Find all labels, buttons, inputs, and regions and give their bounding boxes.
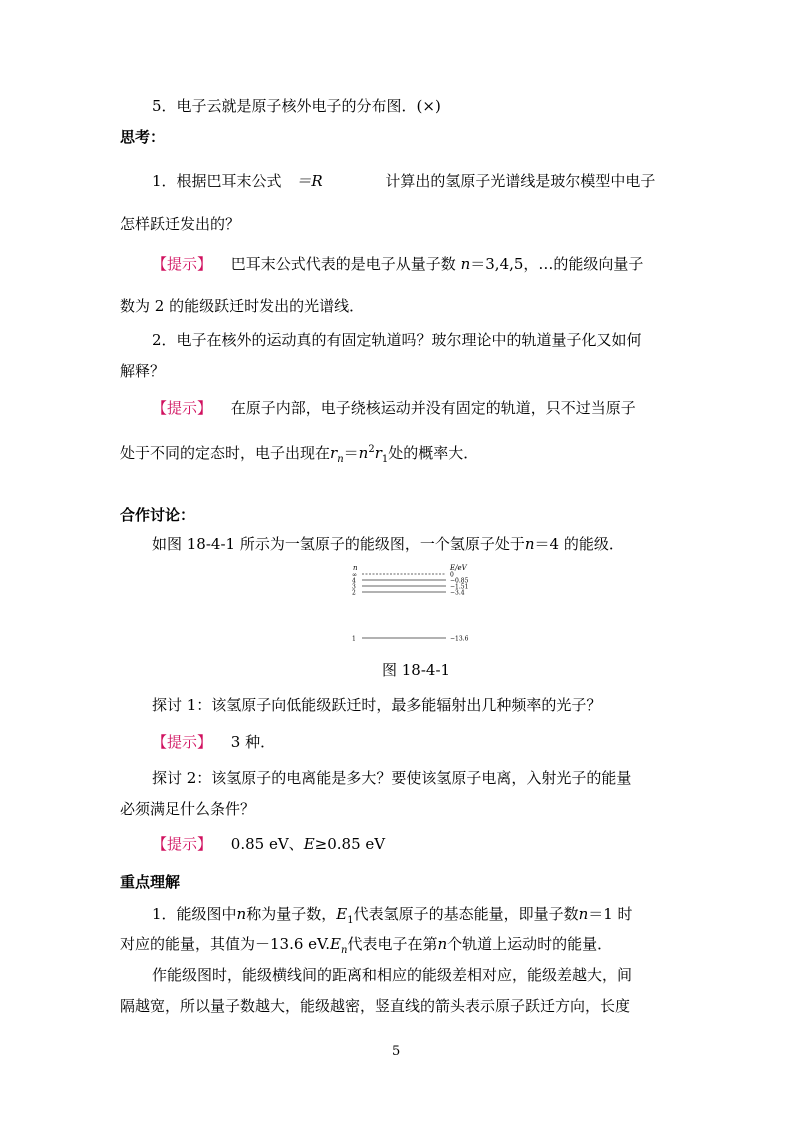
key-point-line-2: 对应的能量，其值为－13.6 $eV.E_n$代表电子在第n个轨道上运动时的能量． xyxy=(120,935,613,956)
tip-2-line-2: 处于不同的定态时，电子出现在$r_n=n^2r_1$处的概率大． xyxy=(120,444,479,465)
tip-2-line-1: 【提示】 在原子内部，电子绕核运动并没有固定的轨道，只不过当原子 xyxy=(152,399,636,417)
discussion-2-line-2: 必须满足什么条件？ xyxy=(120,800,256,818)
level-n-label: ∞ xyxy=(352,571,357,579)
key-point-line-3: 作能级图时，能级横线间的距离和相应的能级差相对应，能级差越大，间 xyxy=(152,966,633,984)
figure-intro: 如图 18-4-1 所示为一氢原子的能级图，一个氢原子处于n＝4 的能级． xyxy=(152,535,624,553)
figure-caption: 图 18-4-1 xyxy=(382,661,451,679)
level-energy-label: −0.85 xyxy=(450,577,469,585)
tip-1-line-2: 数为 2 的能级跃迁时发出的光谱线． xyxy=(120,297,365,315)
energy-axis-label: E/eV xyxy=(450,564,467,572)
level-n-label: 1 xyxy=(352,635,356,643)
question-1-line-2: 怎样跃迁发出的？ xyxy=(120,215,241,233)
tip-label: 【提示】 xyxy=(152,399,213,417)
heading-think: 思考： xyxy=(120,128,166,146)
tip-label: 【提示】 xyxy=(152,255,213,273)
level-energy-label: −3.4 xyxy=(450,589,465,597)
tip-1-line-1: 【提示】 巴耳末公式代表的是电子从量子数 n＝3,4,5，…的能级向量子 xyxy=(152,255,644,273)
level-n-label: 3 xyxy=(352,583,356,591)
level-energy-label: −1.51 xyxy=(450,583,469,591)
discussion-1: 探讨 1：该氢原子向低能级跃迁时，最多能辐射出几种频率的光子？ xyxy=(152,696,602,714)
n-axis-label: n xyxy=(353,564,358,572)
question-1-line-1: 1．根据巴耳末公式 ＝R 计算出的氢原子光谱线是玻尔模型中电子 xyxy=(152,172,656,190)
balmer-formula: ＝R xyxy=(296,172,323,190)
heading-cooperation: 合作讨论： xyxy=(120,506,196,524)
level-energy-label: −13.6 xyxy=(450,635,469,643)
level-n-label: 2 xyxy=(352,589,356,597)
statement-5: 5．电子云就是原子核外电子的分布图．(×) xyxy=(152,97,441,115)
key-point-line-4: 隔越宽，所以量子数越大，能级越密，竖直线的箭头表示原子跃迁方向，长度 xyxy=(120,997,631,1015)
tip-3: 【提示】 3 种． xyxy=(152,733,276,751)
heading-key-points: 重点理解 xyxy=(120,873,181,891)
level-energy-label: 0 xyxy=(450,571,454,579)
key-point-line-1: 1．能级图中n称为量子数，$E_1$代表氢原子的基态能量，即量子数n＝1 时 xyxy=(152,905,633,926)
energy-level-diagram xyxy=(348,562,478,648)
tip-4: 【提示】 0.85 eV、E≥0.85 eV xyxy=(152,835,386,853)
level-n-label: 4 xyxy=(352,577,356,585)
question-2-line-2: 解释？ xyxy=(120,362,166,380)
tip-label: 【提示】 xyxy=(152,835,213,853)
question-2-line-1: 2．电子在核外的运动真的有固定轨道吗？玻尔理论中的轨道量子化又如何 xyxy=(152,331,642,349)
page-number: 5 xyxy=(392,1044,401,1059)
discussion-2-line-1: 探讨 2：该氢原子的电离能是多大？要使该氢原子电离，入射光子的能量 xyxy=(152,769,632,787)
tip-label: 【提示】 xyxy=(152,733,213,751)
